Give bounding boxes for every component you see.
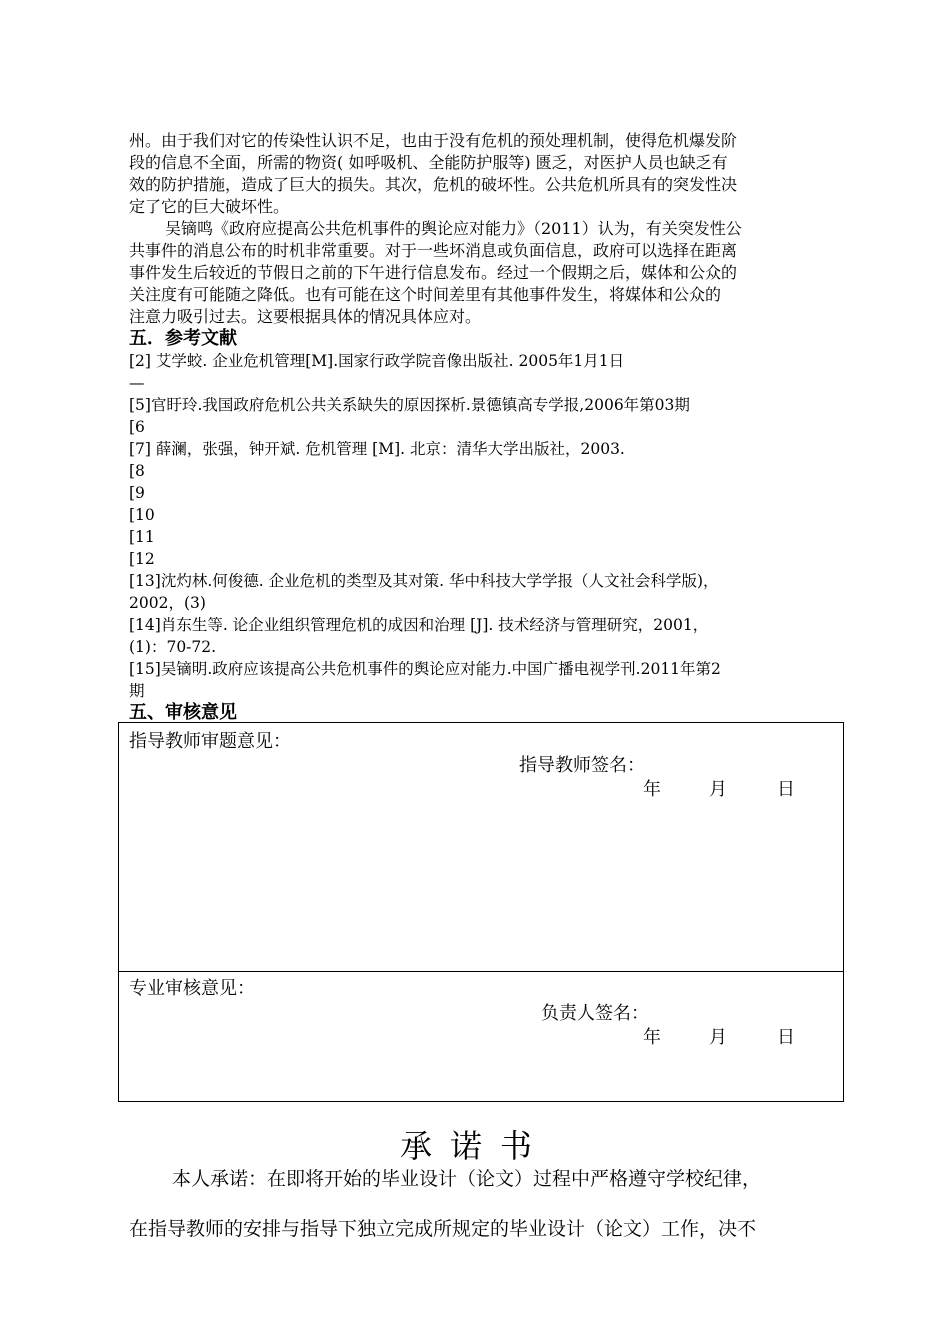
body-text-line: 注意力吸引过去。这要根据具体的情况具体应对。 (129, 307, 482, 326)
pledge-title: 承诺书 (399, 1127, 550, 1165)
reference-item: [11 (129, 528, 155, 546)
reference-item: — (129, 374, 145, 392)
dept-date-year: 年 (643, 1027, 661, 1048)
reference-item: (1)：70-72. (129, 638, 217, 656)
reference-item: [9 (129, 484, 145, 502)
body-text-line: 吴镝鸣《政府应提高公共危机事件的舆论应对能力》（2011）认为，有关突发性公 (165, 219, 742, 238)
reference-item: [5]官盱玲.我国政府危机公共关系缺失的原因探析.景德镇高专学报,2006年第03期 (129, 396, 690, 414)
body-text-line: 州。由于我们对它的传染性认识不足，也由于没有危机的预处理机制，使得危机爆发阶 (129, 131, 738, 150)
body-text-line: 共事件的消息公布的时机非常重要。对于一些坏消息或负面信息，政府可以选择在距离 (129, 241, 738, 260)
pledge-line: 在指导教师的安排与指导下独立完成所规定的毕业设计（论文）工作，决不 (129, 1218, 757, 1240)
reference-item: [10 (129, 506, 155, 524)
reference-item: [12 (129, 550, 155, 568)
advisor-date-month: 月 (709, 779, 727, 800)
references-heading: 五．参考文献 (129, 328, 237, 349)
body-text-line: 事件发生后较近的节假日之前的下午进行信息发布。经过一个假期之后，媒体和公众的 (129, 263, 738, 282)
body-text-line: 段的信息不全面，所需的物资( 如呼吸机、全能防护服等) 匮乏，对医护人员也缺乏有 (129, 153, 728, 172)
reference-item: [6 (129, 418, 145, 436)
review-divider (119, 971, 843, 972)
body-text-line: 关注度有可能随之降低。也有可能在这个时间差里有其他事件发生，将媒体和公众的 (129, 285, 722, 304)
reference-item: [13]沈灼林.何俊德. 企业危机的类型及其对策. 华中科技大学学报（人文社会科学版)， (129, 572, 719, 590)
reference-item: 期 (129, 682, 145, 700)
body-text-line: 定了它的巨大破坏性。 (129, 197, 290, 216)
advisor-date-year: 年 (643, 779, 661, 800)
reference-item: [8 (129, 462, 145, 480)
reference-item: 2002，(3) (129, 594, 206, 612)
reference-item: [14]肖东生等. 论企业组织管理危机的成因和治理 [J]. 技术经济与管理研究，2001， (129, 616, 709, 634)
dept-date-month: 月 (709, 1027, 727, 1048)
review-heading: 五、审核意见 (129, 702, 237, 723)
dept-date-day: 日 (777, 1027, 795, 1048)
body-text-line: 效的防护措施，造成了巨大的损失。其次，危机的破坏性。公共危机所具有的突发性决 (129, 175, 738, 194)
pledge-line: 本人承诺：在即将开始的毕业设计（论文）过程中严格遵守学校纪律， (172, 1168, 762, 1190)
reference-item: [7] 薛澜，张强，钟开斌. 危机管理 [M]. 北京：清华大学出版社，2003. (129, 440, 625, 458)
advisor-opinion-label: 指导教师审题意见： (129, 731, 291, 752)
reference-item: [2] 艾学蛟. 企业危机管理[M].国家行政学院音像出版社. 2005年1月1日 (129, 352, 625, 370)
dept-signature-label: 负责人签名： (541, 1003, 649, 1024)
review-table (118, 722, 844, 1102)
dept-opinion-label: 专业审核意见： (129, 978, 255, 999)
advisor-signature-label: 指导教师签名： (519, 755, 645, 776)
advisor-date-day: 日 (777, 779, 795, 800)
reference-item: [15]吴镝明.政府应该提高公共危机事件的舆论应对能力.中国广播电视学刊.2011年第2 (129, 660, 721, 678)
